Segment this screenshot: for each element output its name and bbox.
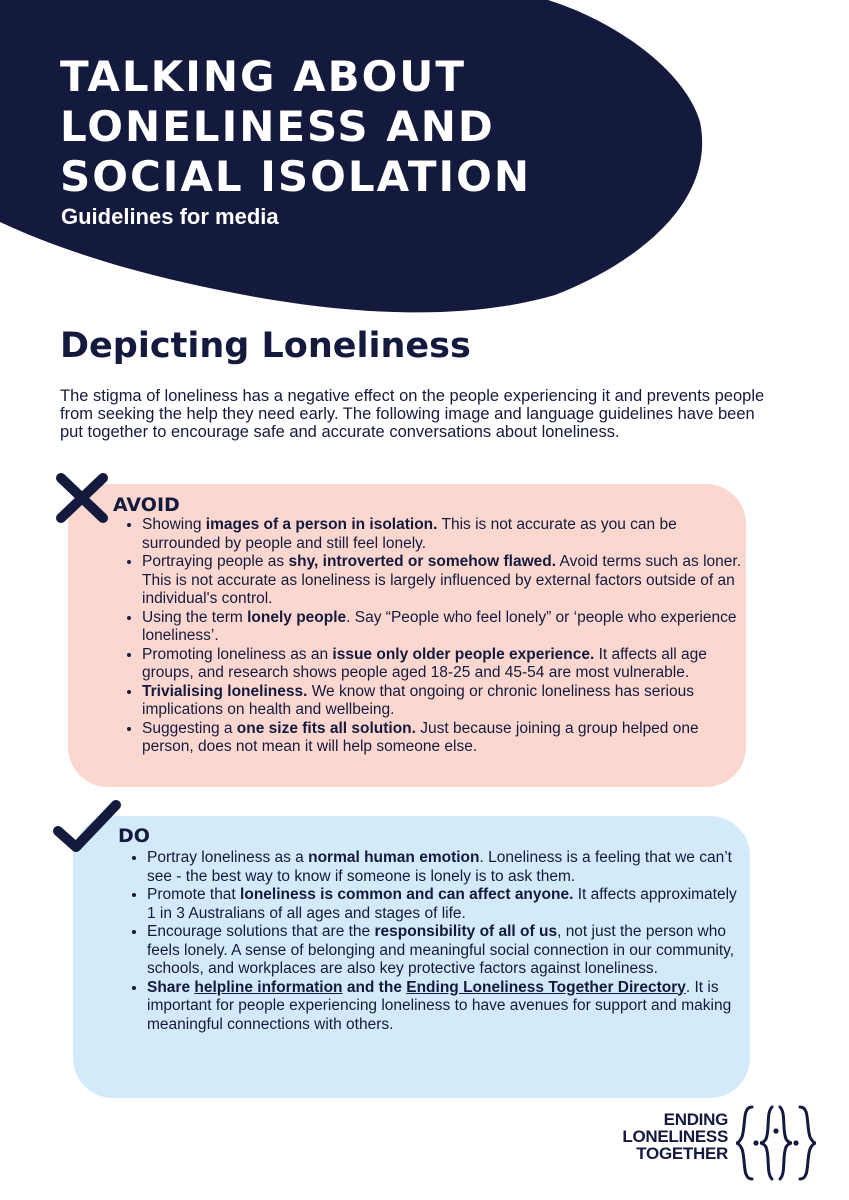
brackets-logo-icon bbox=[736, 1103, 816, 1183]
avoid-list bbox=[122, 516, 742, 757]
list-item: • Suggesting a one size fits all solution. Just because joining a group helped one person, does not mean it will help someone else. bbox=[142, 720, 742, 757]
intro-paragraph: The stigma of loneliness has a negative effect on the people experiencing it and prevents people from seeking the help they need early. The following image and language guidelines have been put together to encourage safe and accurate conversations about loneliness. bbox=[60, 387, 765, 441]
helpline-link[interactable]: helpline information bbox=[194, 978, 343, 996]
list-item: • Encourage solutions that are the responsibility of all of us, not just the person who feels lonely. A sense of belonging and meaningful social connection in our community, schools, and workplaces are also key protective factors against loneliness. bbox=[147, 923, 747, 979]
section-title: Depicting Loneliness bbox=[60, 326, 471, 366]
do-heading: DO bbox=[118, 825, 150, 847]
directory-link[interactable]: Ending Loneliness Together Directory bbox=[406, 978, 686, 996]
page-subtitle: Guidelines for media bbox=[61, 204, 279, 229]
list-item: • Promoting loneliness as an issue only older people experience. It affects all age groups, and research shows people aged 18-25 and 45-54 are most vulnerable. bbox=[142, 646, 742, 683]
logo-wordmark: ENDING LONELINESS TOGETHER bbox=[622, 1110, 728, 1163]
list-item: • Trivialising loneliness. We know that ongoing or chronic loneliness has serious implications on health and wellbeing. bbox=[142, 683, 742, 720]
do-list bbox=[127, 849, 747, 1034]
list-item: • Share helpline information and the Ending Loneliness Together Directory. It is important for people experiencing loneliness to have avenues for support and making meaningful connections with others. bbox=[147, 979, 747, 1035]
page-title: TALKING ABOUT LONELINESS AND SOCIAL ISOLATION bbox=[60, 52, 532, 201]
do-card bbox=[73, 816, 750, 1098]
brand-logo bbox=[618, 1103, 818, 1183]
list-item: • Portray loneliness as a normal human emotion. Loneliness is a feeling that we can’t see - the best way to know if someone is lonely is to ask them. bbox=[147, 849, 747, 886]
avoid-heading: AVOID bbox=[113, 494, 180, 516]
list-item: • Promote that loneliness is common and can affect anyone. It affects approximately 1 in 3 Australians of all ages and stages of life. bbox=[147, 886, 747, 923]
check-icon bbox=[50, 797, 122, 857]
list-item: • Using the term lonely people. Say “People who feel lonely” or ‘people who experience loneliness’. bbox=[142, 609, 742, 646]
list-item: • Showing images of a person in isolation. This is not accurate as you can be surrounded by people and still feel lonely. bbox=[142, 516, 742, 553]
list-item: • Portraying people as shy, introverted or somehow flawed. Avoid terms such as loner. This is not accurate as loneliness is largely influenced by external factors outside of an individual's control. bbox=[142, 553, 742, 609]
avoid-card bbox=[68, 484, 746, 787]
x-icon bbox=[54, 472, 110, 524]
